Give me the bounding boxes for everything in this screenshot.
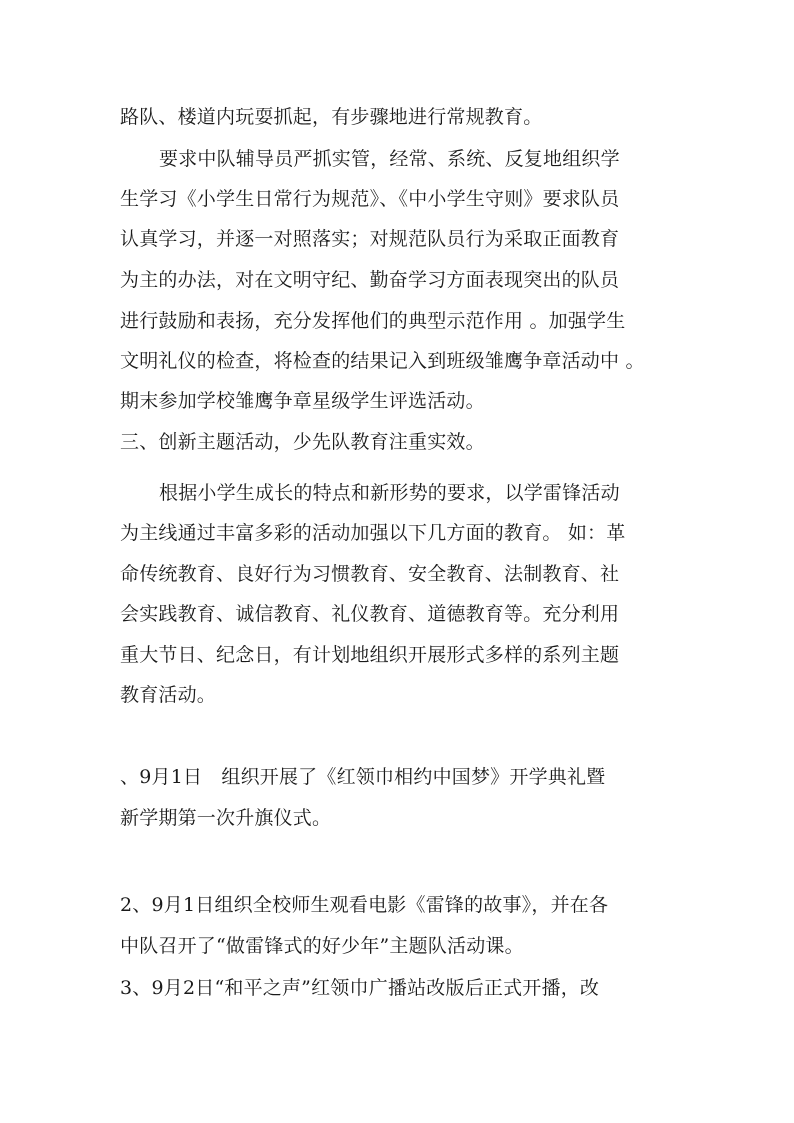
- text-line: 生学习《小学生日常行为规范》、《中小学生守则》要求队员: [120, 188, 620, 210]
- text-line: 认真学习，并逐一对照落实；对规范队员行为采取正面教育: [120, 228, 620, 250]
- text-line: 教育活动。: [120, 684, 217, 706]
- list-item: 2、9月1日组织全校师生观看电影《雷锋的故事》，并在各: [120, 894, 609, 916]
- text-line: 会实践教育、诚信教育、礼仪教育、道德教育等。充分利用: [120, 603, 620, 625]
- section-heading: 三、创新主题活动，少先队教育注重实效。: [120, 431, 485, 453]
- text-line: 为主的办法，对在文明守纪、勤奋学习方面表现突出的队员: [120, 269, 620, 291]
- text-line: 为主线通过丰富多彩的活动加强以下几方面的教育。 如：革: [120, 522, 626, 544]
- text-line: 进行鼓励和表扬，充分发挥他们的典型示范作用 。加强学生: [120, 310, 626, 332]
- list-item: 3、9月2日“和平之声”红领巾广播站改版后正式开播，改: [120, 977, 600, 999]
- text-line: 中队召开了“做雷锋式的好少年”主题队活动课。: [120, 935, 524, 957]
- text-line: 文明礼仪的检查，将检查的结果记入到班级雏鹰争章活动中 。: [120, 350, 645, 372]
- text-line: 根据小学生成长的特点和新形势的要求，以学雷锋活动: [159, 482, 620, 504]
- text-line: 期末参加学校雏鹰争章星级学生评选活动。: [120, 390, 485, 412]
- text-line: 命传统教育、良好行为习惯教育、安全教育、法制教育、社: [120, 563, 620, 585]
- text-line: 重大节日、纪念日，有计划地组织开展形式多样的系列主题: [120, 644, 620, 666]
- list-item: 、9月1日 组织开展了《红领巾相约中国梦》开学典礼暨: [120, 766, 606, 788]
- text-line: 新学期第一次升旗仪式。: [120, 807, 332, 829]
- text-line: 要求中队辅导员严抓实管，经常、系统、反复地组织学: [159, 148, 620, 170]
- text-line: 路队、楼道内玩耍抓起，有步骤地进行常规教育。: [120, 106, 543, 128]
